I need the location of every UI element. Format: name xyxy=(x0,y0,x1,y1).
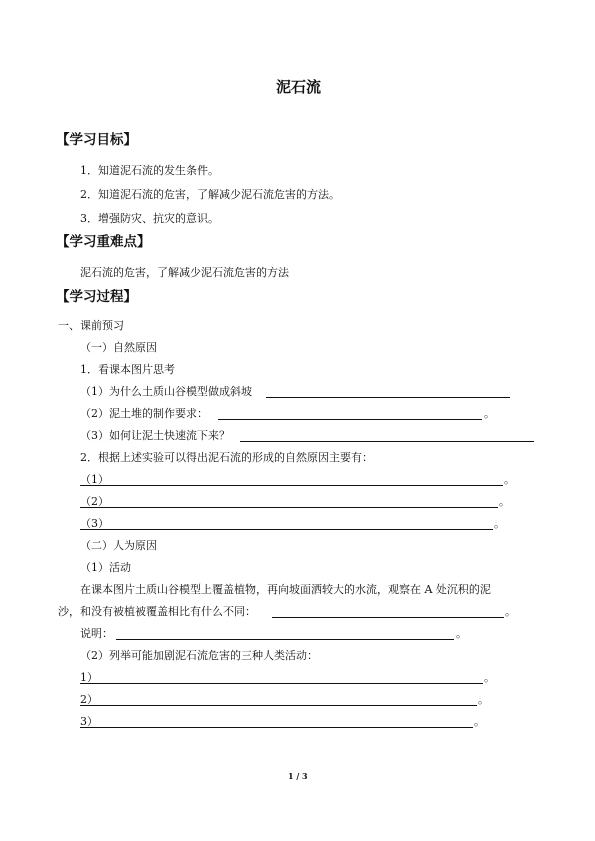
blank-label: （1） xyxy=(80,473,109,486)
period-mark: 。 xyxy=(505,605,516,618)
answer-line[interactable] xyxy=(80,683,483,684)
period-mark: 。 xyxy=(484,407,495,420)
period-mark: 。 xyxy=(504,473,515,486)
question-text: （1）为什么土质山谷模型做成斜坡 xyxy=(80,385,252,398)
list-item-label: 1） xyxy=(80,671,98,684)
objectives-heading: 【学习目标】 xyxy=(56,132,137,148)
subsection-heading: （二）人为原因 xyxy=(80,539,157,552)
objective-item: 2．知道泥石流的危害，了解减少泥石流危害的方法。 xyxy=(80,188,340,201)
answer-line[interactable] xyxy=(240,441,534,442)
page-title: 泥石流 xyxy=(276,78,322,96)
period-mark: 。 xyxy=(499,495,510,508)
period-mark: 。 xyxy=(484,671,495,684)
paragraph-line: 在课本图片土质山谷模型上覆盖植物，再向坡面洒较大的水流，观察在 A 处沉积的泥 xyxy=(80,583,491,596)
blank-label: （3） xyxy=(80,517,109,530)
list-item-label: 3） xyxy=(80,715,98,728)
key-points-text: 泥石流的危害，了解减少泥石流危害的方法 xyxy=(80,266,289,279)
objective-item: 1．知道泥石流的发生条件。 xyxy=(80,164,219,177)
answer-line[interactable] xyxy=(80,485,503,486)
answer-line[interactable] xyxy=(80,705,477,706)
step-text: 2．根据上述实验可以得出泥石流的形成的自然原因主要有： xyxy=(80,451,373,464)
answer-line[interactable] xyxy=(218,419,482,420)
page-number: 1 / 3 xyxy=(288,771,308,781)
step-text: 1．看课本图片思考 xyxy=(80,363,175,376)
list-prompt: （2）列举可能加剧泥石流危害的三种人类活动： xyxy=(80,649,318,662)
key-points-heading: 【学习重难点】 xyxy=(56,234,151,250)
list-item-label: 2） xyxy=(80,693,98,706)
process-heading: 【学习过程】 xyxy=(56,289,137,305)
period-mark: 。 xyxy=(478,693,489,706)
explain-label: 说明： xyxy=(80,627,113,640)
part-heading: 一、课前预习 xyxy=(58,319,124,332)
answer-line[interactable] xyxy=(272,617,504,618)
blank-label: （2） xyxy=(80,495,109,508)
period-mark: 。 xyxy=(474,715,485,728)
paragraph-line: 沙，和没有被植被覆盖相比有什么不同： xyxy=(58,605,256,618)
answer-line[interactable] xyxy=(80,507,498,508)
answer-line[interactable] xyxy=(116,639,454,640)
answer-line[interactable] xyxy=(80,727,473,728)
activity-label: （1）活动 xyxy=(80,561,131,574)
period-mark: 。 xyxy=(456,627,467,640)
objective-item: 3．增强防灾、抗灾的意识。 xyxy=(80,212,219,225)
period-mark: 。 xyxy=(494,517,505,530)
subsection-heading: （一）自然原因 xyxy=(80,341,157,354)
question-text: （2）泥土堆的制作要求： xyxy=(80,407,208,420)
answer-line[interactable] xyxy=(266,397,510,398)
question-text: （3）如何让泥土快速流下来？ xyxy=(80,429,230,442)
answer-line[interactable] xyxy=(80,529,493,530)
